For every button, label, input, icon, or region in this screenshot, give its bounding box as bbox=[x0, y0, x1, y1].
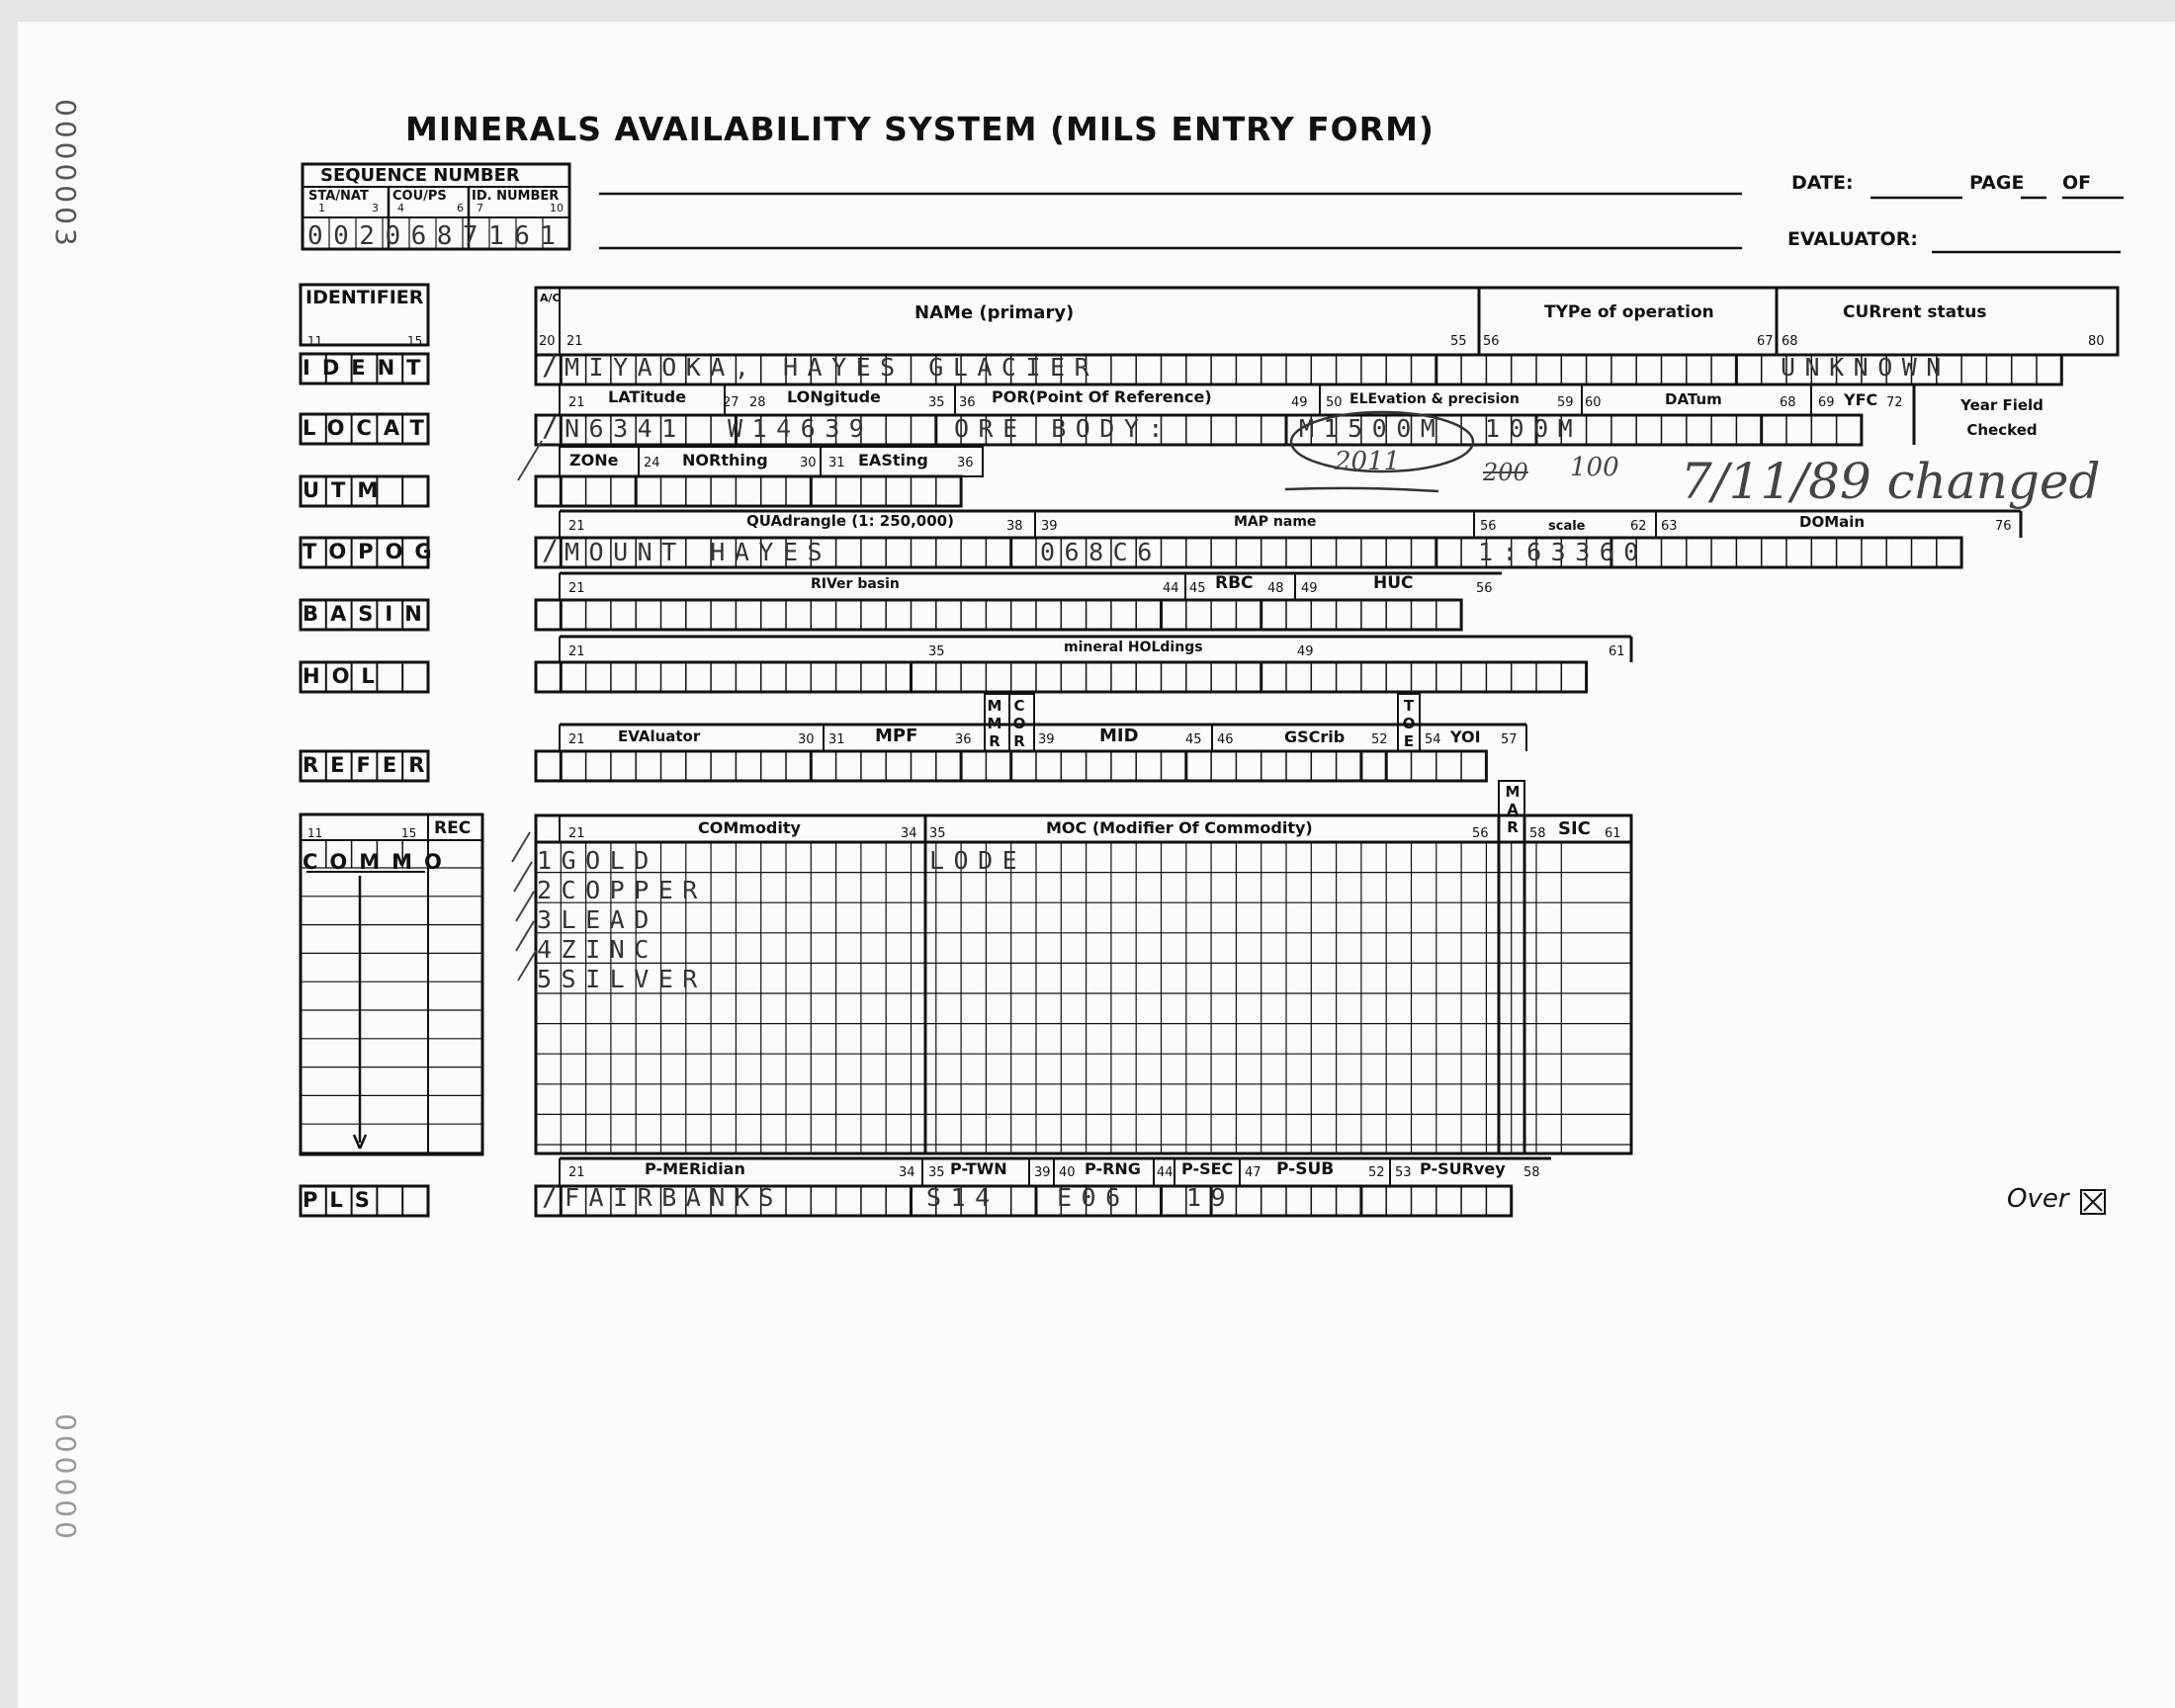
commo-item: 1GOLD bbox=[537, 846, 658, 875]
locat-yfc: YFC bbox=[1844, 390, 1878, 409]
commo-com: COMmodity bbox=[698, 818, 801, 837]
pls-rng: P-RNG bbox=[1085, 1159, 1141, 1178]
commo-h34: 34 bbox=[901, 826, 917, 841]
locat-por-value: ORE BODY: bbox=[954, 414, 1173, 443]
refer-h54: 54 bbox=[1425, 732, 1441, 747]
row-label-utm: UTM bbox=[303, 478, 391, 502]
commo-n15: 15 bbox=[401, 826, 417, 840]
locat-lat: LATitude bbox=[608, 387, 687, 406]
check-mark bbox=[512, 832, 530, 862]
sequence-n3: 3 bbox=[372, 202, 379, 214]
commo-h56: 56 bbox=[1472, 826, 1489, 841]
topog-map: MAP name bbox=[1234, 514, 1317, 530]
utm-h31: 31 bbox=[828, 456, 845, 470]
pls-h58: 58 bbox=[1523, 1165, 1540, 1180]
hol-h21: 21 bbox=[568, 644, 585, 659]
sequence-n7: 7 bbox=[477, 202, 483, 214]
sequence-h-cou: COU/PS bbox=[392, 189, 447, 204]
sequence-n6: 6 bbox=[457, 202, 464, 214]
pls-h44: 44 bbox=[1157, 1165, 1174, 1180]
refer-h57: 57 bbox=[1501, 732, 1518, 747]
pls-sec: P-SEC bbox=[1181, 1159, 1234, 1178]
locat-mark: / bbox=[542, 410, 559, 443]
sequence-n10: 10 bbox=[550, 202, 564, 214]
locat-h50: 50 bbox=[1326, 395, 1343, 410]
topog-h21: 21 bbox=[568, 519, 585, 534]
commo-item: 5SILVER bbox=[537, 965, 707, 993]
basin-huc: HUC bbox=[1373, 573, 1414, 593]
commo-moc: MOC (Modifier Of Commodity) bbox=[1046, 818, 1313, 837]
topog-h56: 56 bbox=[1480, 519, 1497, 534]
topog-scale-value: 1:63360 bbox=[1478, 538, 1648, 566]
topog-h63: 63 bbox=[1661, 519, 1678, 534]
refer-mid: MID bbox=[1099, 726, 1139, 746]
row-label-refer: REFER bbox=[303, 753, 437, 777]
ident-name-label: NAMe (primary) bbox=[914, 302, 1075, 323]
pls-rng-value: E06 bbox=[1057, 1183, 1130, 1212]
locat-h49: 49 bbox=[1291, 395, 1308, 410]
sequence-h-sta: STA/NAT bbox=[308, 189, 369, 204]
sequence-h-id: ID. NUMBER bbox=[472, 189, 560, 204]
utm-eas: EASting bbox=[858, 451, 928, 470]
ident-name-end: 55 bbox=[1450, 334, 1467, 349]
row-label-pls: PLS bbox=[303, 1188, 382, 1212]
refer-mpf: MPF bbox=[875, 726, 918, 746]
pls-sec-value: 19 bbox=[1186, 1183, 1236, 1212]
refer-h21: 21 bbox=[568, 732, 585, 747]
pls-h35: 35 bbox=[928, 1165, 945, 1180]
row-label-hol: HOL bbox=[303, 664, 387, 688]
refer-gsc: GSCrib bbox=[1284, 727, 1346, 746]
pls-h53: 53 bbox=[1395, 1165, 1412, 1180]
ident-ac: A/C bbox=[540, 292, 561, 304]
commo-sic: SIC bbox=[1558, 818, 1591, 839]
topog-mark: / bbox=[542, 534, 559, 566]
annotation-elevation: 2011 bbox=[1335, 447, 1401, 476]
sequence-n4: 4 bbox=[397, 202, 404, 214]
refer-h36: 36 bbox=[955, 732, 972, 747]
annotation-underline bbox=[1285, 488, 1438, 491]
utm-zone: ZONe bbox=[569, 451, 619, 470]
sequence-n1: 1 bbox=[318, 202, 325, 214]
pls-mer-value: FAIRBANKS bbox=[565, 1183, 783, 1212]
check-mark bbox=[516, 892, 534, 921]
commo-h58: 58 bbox=[1529, 826, 1546, 841]
topog-dom: DOMain bbox=[1799, 513, 1866, 531]
commo-item: 2COPPER bbox=[537, 876, 707, 904]
row-label-topog: TOPOG bbox=[303, 540, 444, 563]
pls-mark: / bbox=[542, 1179, 559, 1212]
pls-sub: P-SUB bbox=[1276, 1159, 1335, 1179]
evaluator-label: EVALUATOR: bbox=[1787, 228, 1918, 250]
row-label-basin: BASIN bbox=[303, 602, 434, 626]
pls-h39: 39 bbox=[1034, 1165, 1051, 1180]
over-label: Over bbox=[2007, 1184, 2069, 1214]
refer-eva: EVAluator bbox=[618, 727, 701, 745]
locat-h60: 60 bbox=[1585, 395, 1602, 410]
check-mark bbox=[518, 951, 536, 981]
pls-h34: 34 bbox=[899, 1165, 915, 1180]
basin-h21: 21 bbox=[568, 581, 585, 596]
date-label: DATE: bbox=[1791, 172, 1854, 194]
pls-twn-value: S14 bbox=[926, 1183, 1000, 1212]
locat-elev-value: M1500M bbox=[1299, 414, 1445, 443]
pls-h52: 52 bbox=[1368, 1165, 1385, 1180]
refer-h52: 52 bbox=[1371, 732, 1388, 747]
annotation-100: 100 bbox=[1570, 453, 1619, 482]
basin-h44: 44 bbox=[1163, 581, 1179, 596]
pls-surv: P-SURvey bbox=[1420, 1159, 1506, 1178]
hol-label: mineral HOLdings bbox=[1064, 640, 1203, 655]
hol-h61: 61 bbox=[1609, 644, 1625, 659]
identifier-title: IDENTIFIER bbox=[305, 287, 424, 308]
hol-h35: 35 bbox=[928, 644, 945, 659]
refer-h46: 46 bbox=[1217, 732, 1234, 747]
identifier-n15: 15 bbox=[407, 334, 423, 348]
locat-por: POR(Point Of Reference) bbox=[992, 387, 1212, 406]
pls-mer: P-MERidian bbox=[645, 1159, 745, 1178]
topog-h38: 38 bbox=[1006, 519, 1023, 534]
row-label-commo: COMMO bbox=[303, 850, 454, 874]
topog-h39: 39 bbox=[1041, 519, 1058, 534]
locat-h27: 27 bbox=[723, 395, 740, 410]
ident-cur-num: 68 bbox=[1782, 334, 1798, 349]
commo-moc-value: LODE bbox=[929, 846, 1027, 875]
hol-h49: 49 bbox=[1297, 644, 1314, 659]
over-checkbox[interactable] bbox=[2080, 1189, 2106, 1215]
ident-mark: / bbox=[542, 349, 559, 382]
locat-lon: LONgitude bbox=[787, 387, 881, 406]
commo-h35: 35 bbox=[929, 826, 946, 841]
commo-h21: 21 bbox=[568, 826, 585, 841]
basin-h49: 49 bbox=[1301, 581, 1318, 596]
pls-h40: 40 bbox=[1059, 1165, 1076, 1180]
locat-h59: 59 bbox=[1557, 395, 1574, 410]
locat-h36: 36 bbox=[959, 395, 976, 410]
commo-item: 4ZINC bbox=[537, 935, 658, 964]
identifier-n11: 11 bbox=[307, 334, 323, 348]
basin-h56: 56 bbox=[1476, 581, 1493, 596]
commo-rec: REC bbox=[434, 818, 472, 838]
ident-cur-label: CURrent status bbox=[1843, 302, 1987, 322]
page-label: PAGE bbox=[1969, 172, 2025, 194]
sequence-title: SEQUENCE NUMBER bbox=[320, 165, 520, 186]
topog-map-value: 068C6 bbox=[1040, 538, 1162, 566]
pls-h21: 21 bbox=[568, 1165, 585, 1180]
check-mark bbox=[514, 862, 532, 892]
frame-box bbox=[536, 600, 1461, 630]
refer-h30: 30 bbox=[798, 732, 815, 747]
refer-mmr: MMR bbox=[987, 697, 1002, 750]
locat-h21: 21 bbox=[568, 395, 585, 410]
check-mark bbox=[518, 441, 542, 480]
check-mark bbox=[516, 921, 534, 951]
locat-prec-value: 100M bbox=[1485, 414, 1583, 443]
annotation-changed: 7/11/89 changed bbox=[1681, 453, 2101, 510]
refer-yoi: YOI bbox=[1450, 727, 1481, 746]
ident-ac-num: 20 bbox=[539, 334, 556, 349]
basin-h45: 45 bbox=[1189, 581, 1206, 596]
ident-name-value: MIYAOKA, HAYES GLACIER bbox=[565, 353, 1099, 382]
topog-scale: scale bbox=[1548, 519, 1586, 534]
topog-quad: QUAdrangle (1: 250,000) bbox=[746, 512, 954, 530]
commo-item: 3LEAD bbox=[537, 905, 658, 934]
locat-lon-value: W14639 bbox=[728, 414, 874, 443]
page-title: MINERALS AVAILABILITY SYSTEM (MILS ENTRY FORM) bbox=[405, 110, 1436, 148]
of-label: OF bbox=[2062, 172, 2092, 194]
refer-h31: 31 bbox=[828, 732, 845, 747]
locat-lat-value: N6341 bbox=[565, 414, 686, 443]
refer-cor: COR bbox=[1012, 697, 1026, 750]
pls-h47: 47 bbox=[1245, 1165, 1262, 1180]
ident-status-value: UNKNOWN bbox=[1781, 353, 1951, 382]
commo-mar: MAR bbox=[1505, 783, 1521, 836]
refer-h45: 45 bbox=[1185, 732, 1202, 747]
locat-yfc-note: Year Field Checked bbox=[1960, 396, 2044, 439]
locat-elev: ELEvation & precision bbox=[1349, 391, 1520, 407]
topog-h62: 62 bbox=[1630, 519, 1647, 534]
commo-n11: 11 bbox=[307, 826, 323, 840]
utm-h36: 36 bbox=[957, 456, 974, 470]
basin-h48: 48 bbox=[1267, 581, 1284, 596]
locat-h69: 69 bbox=[1818, 395, 1835, 410]
sequence-value: 0020687161 bbox=[307, 221, 566, 251]
side-number-top: 0000003 bbox=[49, 99, 82, 250]
basin-rbc: RBC bbox=[1215, 573, 1254, 593]
locat-h68: 68 bbox=[1780, 395, 1796, 410]
refer-h39: 39 bbox=[1038, 732, 1055, 747]
ident-type-num: 56 bbox=[1483, 334, 1500, 349]
locat-dat: DATum bbox=[1665, 390, 1722, 408]
topog-quad-value: MOUNT HAYES bbox=[565, 538, 832, 566]
row-label-ident: IDENT bbox=[303, 356, 433, 380]
ident-type-end: 67 bbox=[1757, 334, 1774, 349]
locat-h28: 28 bbox=[749, 395, 766, 410]
refer-toe: TOE bbox=[1402, 697, 1416, 750]
locat-h72: 72 bbox=[1886, 395, 1903, 410]
utm-h30: 30 bbox=[800, 456, 817, 470]
basin-riv: RIVer basin bbox=[811, 576, 900, 592]
frame-box bbox=[536, 476, 961, 506]
utm-nor: NORthing bbox=[682, 451, 768, 470]
utm-h24: 24 bbox=[644, 456, 660, 470]
ident-cur-end: 80 bbox=[2088, 334, 2105, 349]
topog-h76: 76 bbox=[1995, 519, 2012, 534]
annotation-strike: 200 bbox=[1483, 459, 1528, 486]
ident-name-num: 21 bbox=[566, 334, 583, 349]
locat-h35: 35 bbox=[928, 395, 945, 410]
ident-type-label: TYPe of operation bbox=[1544, 302, 1714, 322]
commo-h61: 61 bbox=[1605, 826, 1621, 841]
row-label-locat: LOCAT bbox=[303, 416, 436, 440]
side-number-bottom: 000000 bbox=[49, 1413, 82, 1543]
pls-twn: P-TWN bbox=[950, 1159, 1007, 1178]
